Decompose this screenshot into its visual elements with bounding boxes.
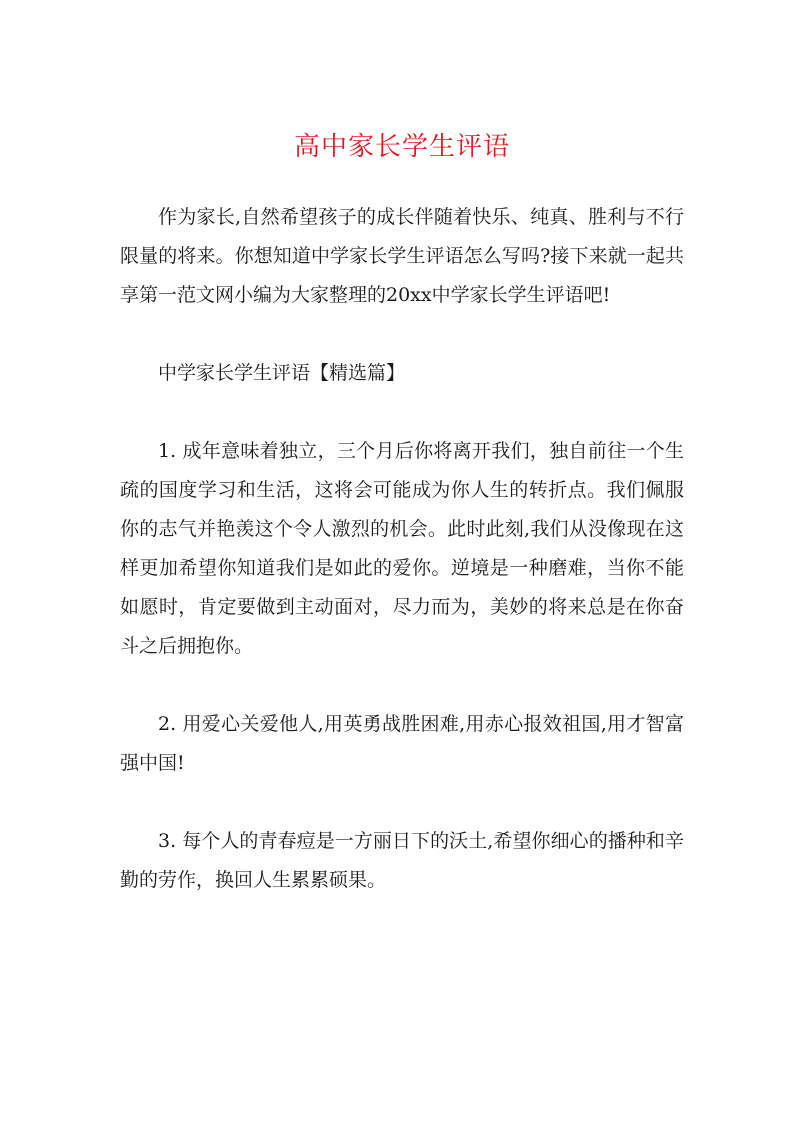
comment-item-1: 1. 成年意味着独立，三个月后你将离开我们，独自前往一个生疏的国度学习和生活，这将会可能成为你人生的转折点。我们佩服你的志气并艳羡这个令人激烈的机会。此时此刻,我们从没像现在这样更加希望你知道我们是如此的爱你。逆境是一种磨难，当你不能如愿时，肯定要做到主动面对，尽力而为，美妙的将来总是在你奋斗之后拥抱你。 xyxy=(120,440,684,657)
document-title: 高中家长学生评语 xyxy=(293,132,510,162)
intro-paragraph: 作为家长,自然希望孩子的成长伴随着快乐、纯真、胜利与不行限量的将来。你想知道中学家长学生评语怎么写吗?接下来就一起共享第一范文网小编为大家整理的20xx中学家长学生评语吧! xyxy=(120,206,684,306)
comment-item-3: 3. 每个人的青春痘是一方丽日下的沃土,希望你细心的播种和辛勤的劳作，换回人生累累硕果。 xyxy=(120,830,684,891)
section-heading: 中学家长学生评语【精选篇】 xyxy=(158,362,406,384)
document-body xyxy=(120,118,684,900)
comment-item-2: 2. 用爱心关爱他人,用英勇战胜困难,用赤心报效祖国,用才智富强中国! xyxy=(120,713,684,774)
